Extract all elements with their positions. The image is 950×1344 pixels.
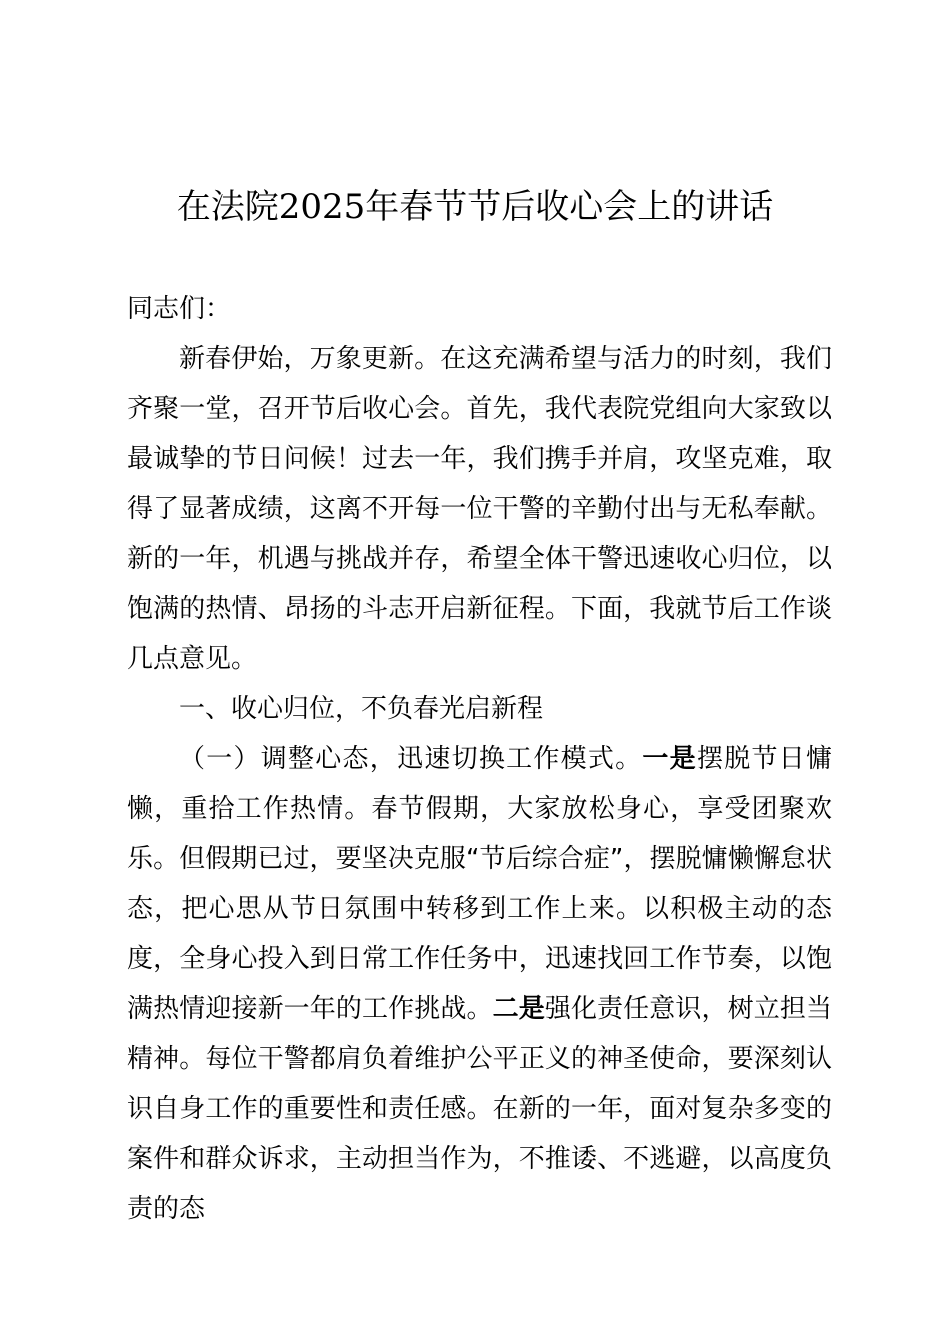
point-text-1: 摆脱节日慵懒，重拾工作热情。春节假期，大家放松身心，享受团聚欢乐。但假期已过，要坚决克服“节后综合症”，摆脱慵懒懈怠状态，把心思从节日氛围中转移到工作上来。以积极主动的态度，全身心投入到日常工作任务中，迅速找回工作节奏，以饱满热情迎接新一年的工作挑战。 xyxy=(127,744,832,1024)
point-marker-1: 一是 xyxy=(642,744,697,774)
intro-paragraph: 新春伊始，万象更新。在这充满希望与活力的时刻，我们齐聚一堂，召开节后收心会。首先，我代表院党组向大家致以最诚挚的节日问候！过去一年，我们携手并肩，攻坚克难，取得了显著成绩，这离不开每一位干警的辛勤付出与无私奉献。新的一年，机遇与挑战并存，希望全体干警迅速收心归位，以饱满的热情、昂扬的斗志开启新征程。下面，我就节后工作谈几点意见。 xyxy=(127,344,832,674)
point-marker-2: 二是 xyxy=(492,994,545,1024)
subsection-paragraph-1 xyxy=(127,734,832,1234)
document-body xyxy=(127,284,832,1234)
document-title: 在法院2025年春节节后收心会上的讲话 xyxy=(176,187,774,227)
subsection-lead: （一）调整心态，迅速切换工作模式。 xyxy=(179,744,643,774)
point-text-2: 强化责任意识，树立担当精神。每位干警都肩负着维护公平正义的神圣使命，要深刻认识自身工作的重要性和责任感。在新的一年，面对复杂多变的案件和群众诉求，主动担当作为，不推诿、不逃避，以高度负责的态 xyxy=(127,994,832,1224)
greeting: 同志们： xyxy=(127,294,232,324)
section-heading-1: 一、收心归位，不负春光启新程 xyxy=(179,694,544,724)
